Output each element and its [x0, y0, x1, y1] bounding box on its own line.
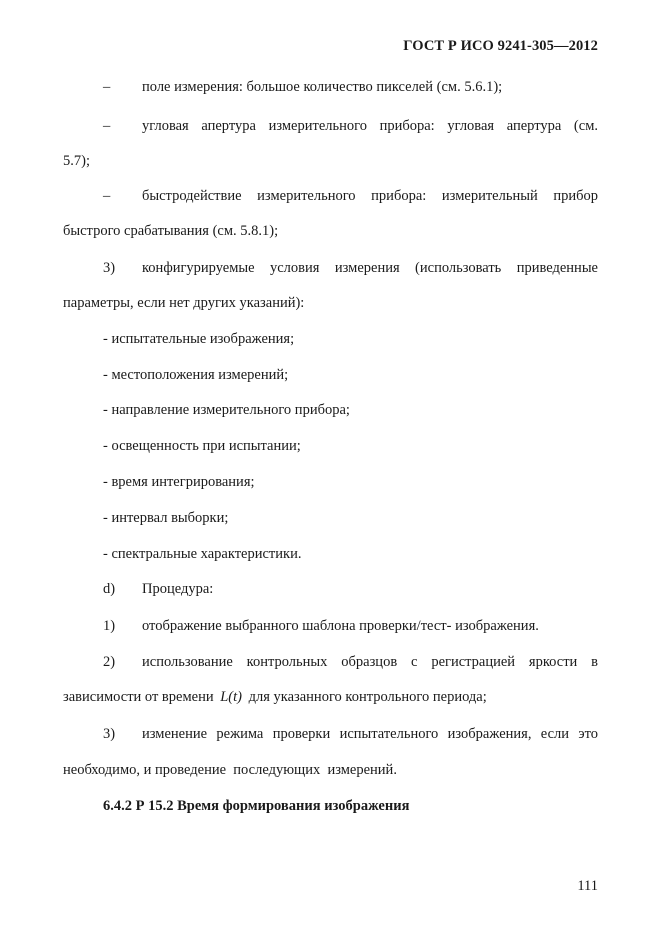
step-marker: 3) — [103, 726, 116, 742]
bullet-item: - направление измерительного прибора; — [103, 402, 350, 418]
step-continuation: необходимо, и проведение последующих измерений. — [63, 762, 397, 778]
formula-lt: L(t) — [220, 689, 242, 705]
bullet-item: - испытательные изображения; — [103, 331, 295, 347]
section-heading: 6.4.2 Р 15.2 Время формирования изображения — [103, 798, 410, 814]
bullet-item: - освещенность при испытании; — [103, 438, 301, 454]
list-item-continuation: параметры, если нет других указаний): — [63, 295, 305, 311]
step-continuation — [63, 688, 487, 706]
step-text: изменение режима проверки испытательного изображения, если это — [142, 726, 598, 742]
list-item-continuation: 5.7); — [63, 153, 90, 169]
procedure-title: Процедура: — [142, 581, 214, 597]
document-header: ГОСТ Р ИСО 9241-305—2012 — [403, 38, 598, 54]
step-text: отображение выбранного шаблона проверки/тест- изображения. — [142, 618, 539, 634]
page-number: 111 — [577, 878, 598, 894]
procedure-marker: d) — [103, 581, 116, 597]
bullet-item: - местоположения измерений; — [103, 367, 289, 383]
step-continuation-pre: зависимости от времени — [63, 689, 214, 705]
bullet-item: - спектральные характеристики. — [103, 546, 302, 562]
bullet-item: - интервал выборки; — [103, 510, 229, 526]
list-item-text: угловая апертура измерительного прибора: угловая апертура (см. — [142, 118, 598, 134]
step-marker: 1) — [103, 618, 116, 634]
list-marker: 3) — [103, 260, 116, 276]
list-marker: – — [103, 79, 111, 95]
step-marker: 2) — [103, 654, 116, 670]
list-item-text: конфигурируемые условия измерения (использовать приведенные — [142, 260, 598, 276]
list-item-text: быстродействие измерительного прибора: измерительный прибор — [142, 188, 598, 204]
list-item-text: поле измерения: большое количество пикселей (см. 5.6.1); — [142, 79, 503, 95]
list-marker: – — [103, 118, 111, 134]
step-text: использование контрольных образцов с регистрацией яркости в — [142, 654, 598, 670]
bullet-item: - время интегрирования; — [103, 474, 255, 490]
list-item-continuation: быстрого срабатывания (см. 5.8.1); — [63, 223, 279, 239]
list-marker: – — [103, 188, 111, 204]
step-continuation-post: для указанного контрольного периода; — [248, 689, 487, 705]
